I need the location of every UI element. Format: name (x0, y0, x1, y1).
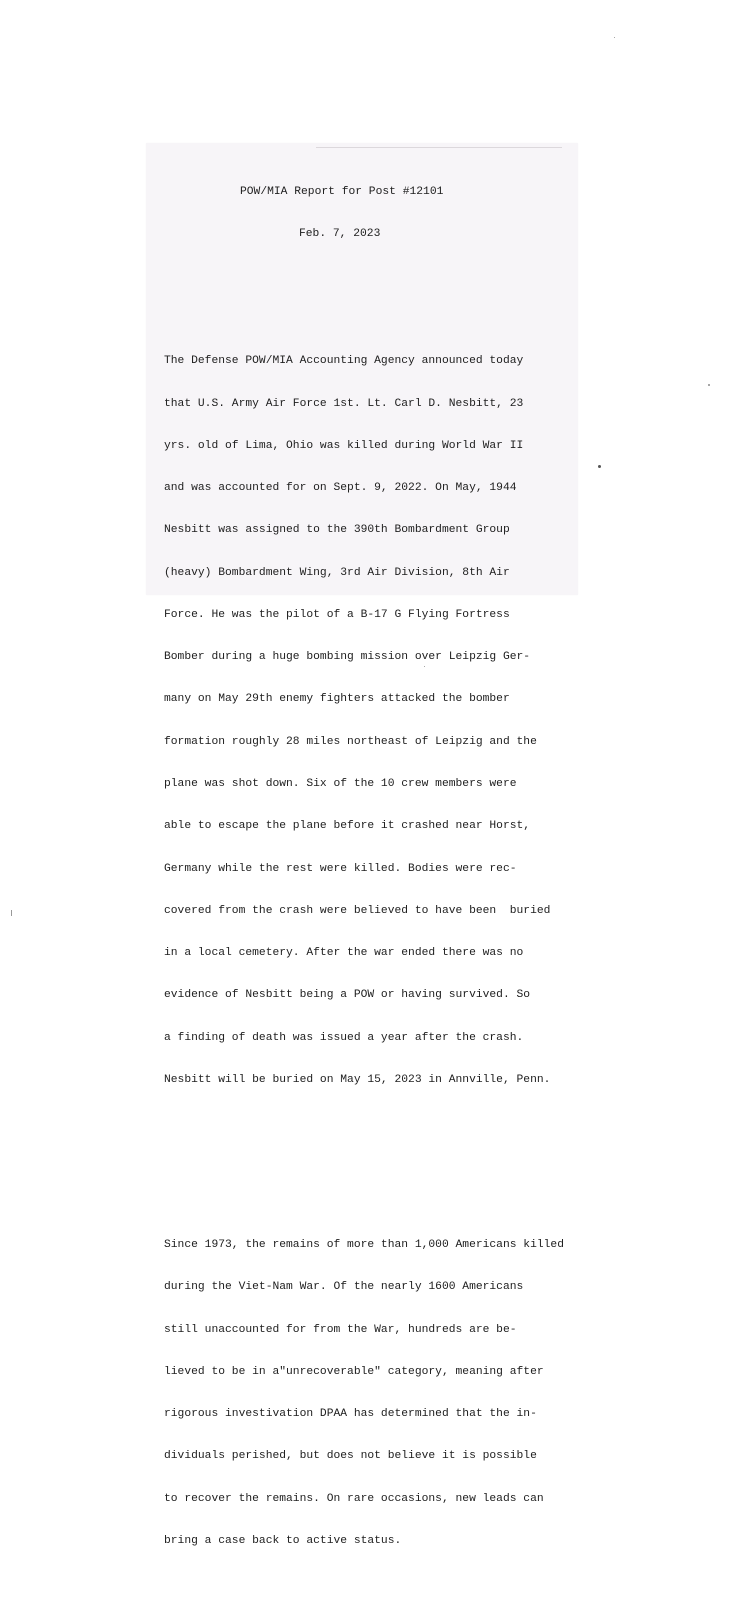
text-line: yrs. old of Lima, Ohio was killed during World War II (164, 439, 524, 452)
paragraph-2 (164, 1210, 564, 1576)
text-line: Bomber during a huge bombing mission over Leipzig Ger- (164, 651, 531, 664)
paper-edge-line (316, 147, 562, 148)
text-line: (heavy) Bombardment Wing, 3rd Air Division, 8th Air (164, 566, 510, 579)
text-line: that U.S. Army Air Force 1st. Lt. Carl D. Nesbitt, 23 (164, 397, 524, 410)
text-line: to recover the remains. On rare occasions, new leads can (164, 1492, 544, 1505)
text-line: rigorous investivation DPAA has determined that the in- (164, 1408, 537, 1421)
paragraph-1 (164, 326, 564, 1115)
text-line: dividuals perished, but does not believe it is possible (164, 1450, 537, 1463)
text-line: covered from the crash were believed to have been buried (164, 904, 551, 917)
scan-speck (598, 465, 601, 468)
text-line: Force. He was the pilot of a B-17 G Flying Fortress (164, 608, 510, 621)
text-line: a finding of death was issued a year after the crash. (164, 1031, 524, 1044)
text-line: Nesbitt will be buried on May 15, 2023 in Annville, Penn. (164, 1074, 551, 1086)
scan-speck (708, 384, 710, 386)
text-line: still unaccounted for from the War, hundreds are be- (164, 1323, 517, 1336)
scan-speck (424, 666, 425, 667)
text-line: lieved to be in a"unrecoverable" category, meaning after (164, 1365, 544, 1378)
text-line: during the Viet-Nam War. Of the nearly 1600 Americans (164, 1281, 524, 1294)
text-line: Germany while the rest were killed. Bodies were rec- (164, 862, 517, 875)
text-line: and was accounted for on Sept. 9, 2022. On May, 1944 (164, 482, 517, 495)
scan-speck (614, 37, 615, 38)
text-line: evidence of Nesbitt being a POW or having survived. So (164, 989, 531, 1002)
report-date: Feb. 7, 2023 (299, 228, 381, 241)
scan-speck (11, 910, 12, 916)
text-line: The Defense POW/MIA Accounting Agency announced today (164, 355, 524, 368)
report-title: POW/MIA Report for Post #12101 (240, 186, 444, 199)
text-line: formation roughly 28 miles northeast of Leipzig and the (164, 735, 537, 748)
text-line: many on May 29th enemy fighters attacked the bomber (164, 693, 510, 706)
report-text (164, 157, 564, 1604)
text-line: Nesbitt was assigned to the 390th Bombardment Group (164, 524, 510, 537)
text-line: Since 1973, the remains of more than 1,000 Americans killed (164, 1239, 564, 1252)
text-line: in a local cemetery. After the war ended there was no (164, 947, 524, 960)
text-line: able to escape the plane before it crashed near Horst, (164, 820, 531, 833)
text-line: plane was shot down. Six of the 10 crew members were (164, 778, 517, 791)
text-line: bring a case back to active status. (164, 1535, 402, 1547)
